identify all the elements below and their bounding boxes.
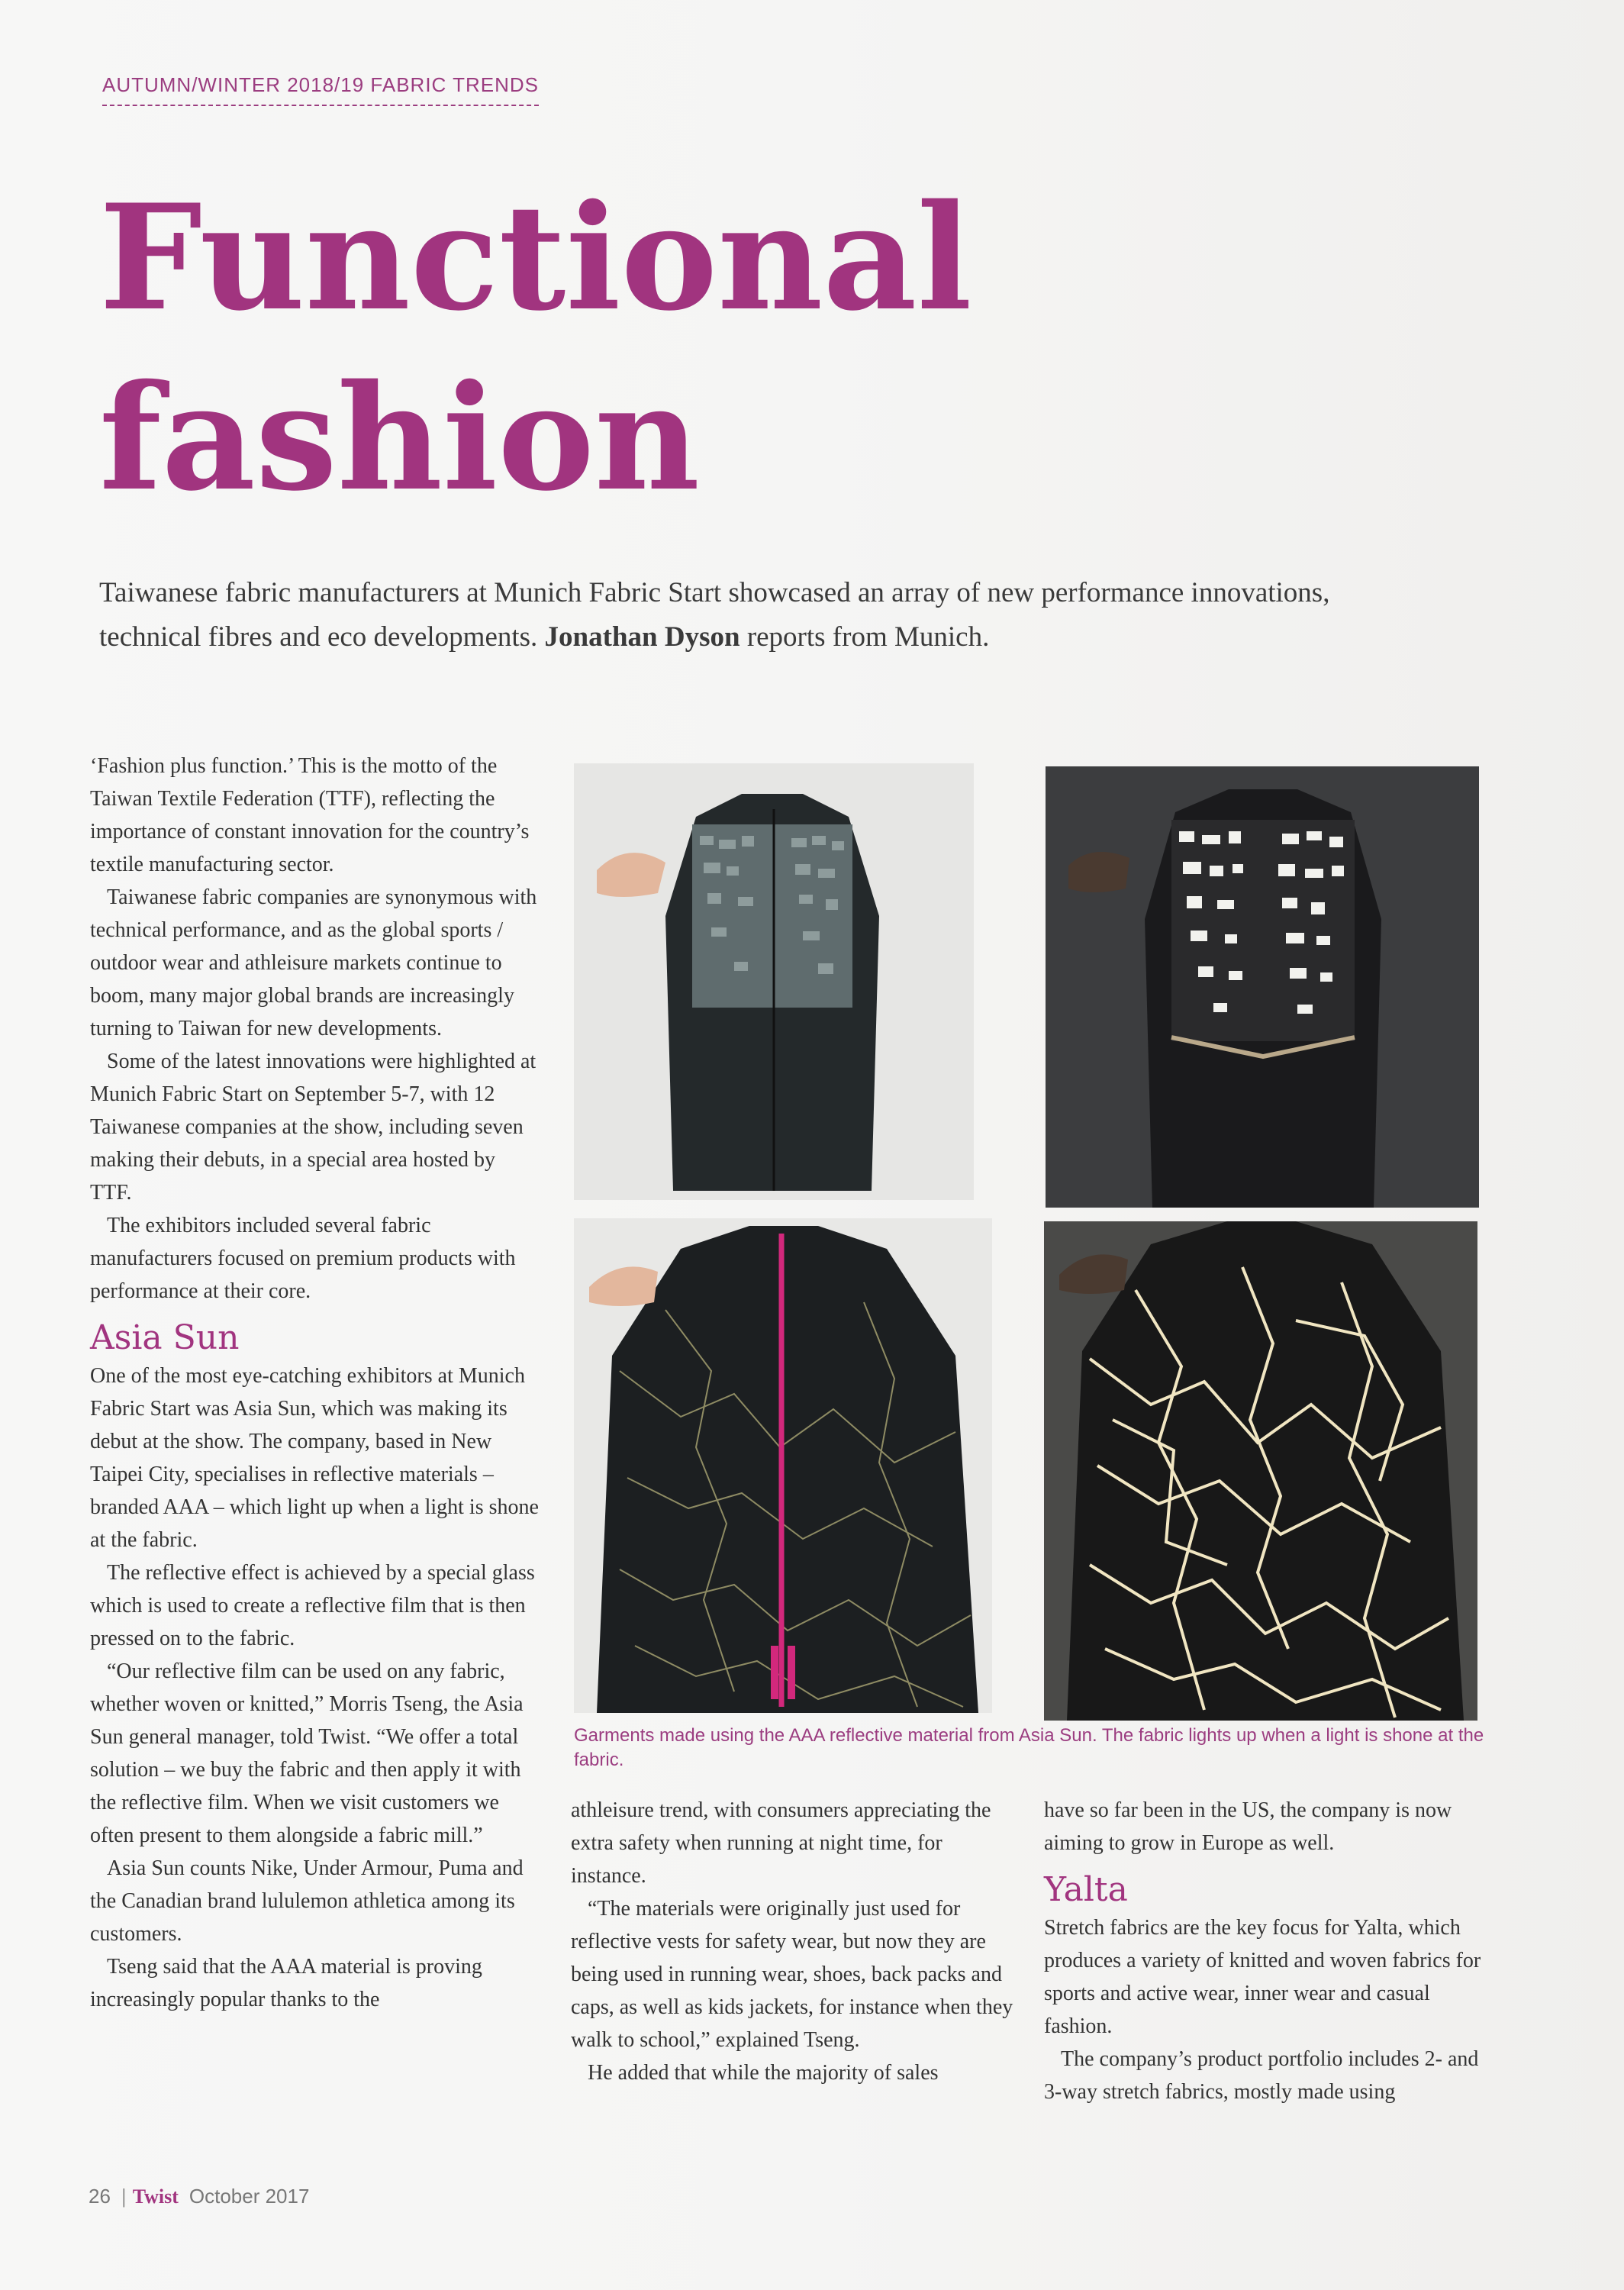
standfirst-tail: reports from Munich. — [746, 621, 990, 653]
column-2 — [571, 1794, 1013, 2089]
paragraph: Stretch fabrics are the key focus for Yalta, which produces a variety of knitted and woven fabrics for sports and active wear, inner wear and casual fashion. — [1044, 1916, 1481, 2038]
photo-vest-reflective — [1046, 766, 1479, 1208]
paragraph: The company’s product portfolio includes 2- and 3-way stretch fabrics, mostly made using — [1044, 2047, 1479, 2104]
paragraph: The exhibitors included several fabric manufacturers focused on premium products with performance at their core. — [90, 1214, 516, 1303]
photo-jacket-reflective — [1044, 1221, 1477, 1721]
paragraph: athleisure trend, with consumers appreciating the extra safety when running at night time, for instance. — [571, 1798, 991, 1888]
paragraph: “The materials were originally just used for reflective vests for safety wear, but now they are being used in running wear, shoes, back packs and caps, as well as kids jackets, for instance when they walk to school,” explained Tseng. — [571, 1897, 1013, 2052]
paragraph: One of the most eye-catching exhibitors at Munich Fabric Start was Asia Sun, which was making its debut at the show. The company, based in New Taipei City, specialises in reflective materials – branded AAA – which light up when a light is shone at the fabric. — [90, 1364, 539, 1552]
issue-date: October 2017 — [188, 2185, 310, 2208]
paragraph: ‘Fashion plus function.’ This is the motto of the Taiwan Textile Federation (TTF), reflecting the importance of constant innovation for the country’s textile manufacturing sector. — [90, 754, 530, 876]
subheading-asia-sun: Asia Sun — [90, 1318, 240, 1357]
page-number: 26 — [89, 2185, 111, 2208]
column-3 — [1044, 1794, 1487, 2108]
section-kicker: AUTUMN/WINTER 2018/19 FABRIC TRENDS — [102, 73, 539, 106]
paragraph: “Our reflective film can be used on any fabric, whether woven or knitted,” Morris Tseng, the Asia Sun general manager, told Twist. “We offer a total solution – we buy the fabric and then apply it with the reflective film. When we visit customers we often present to them alongside a fabric mill.” — [90, 1659, 524, 1847]
column-1 — [90, 750, 542, 2016]
footer-separator: | — [121, 2185, 127, 2208]
photo-caption: Garments made using the AAA reflective material from Asia Sun. The fabric lights up when a light is shone at the fabric. — [574, 1725, 1484, 1770]
page-footer — [89, 2185, 309, 2208]
standfirst-text: Taiwanese fabric manufacturers at Munich Fabric Start showcased an array of new performance innovations, technical fibres and eco developments. — [99, 577, 1330, 653]
photo-vest-daylight — [574, 763, 974, 1200]
paragraph: have so far been in the US, the company is now aiming to grow in Europe as well. — [1044, 1798, 1452, 1855]
paragraph: Tseng said that the AAA material is proving increasingly popular thanks to the — [90, 1955, 482, 2011]
photo-jacket-daylight — [574, 1218, 992, 1713]
paragraph: Taiwanese fabric companies are synonymous with technical performance, and as the global sports / outdoor wear and athleisure markets continue to boom, many major global brands are increasingly turning to Taiwan for new developments. — [90, 885, 537, 1040]
paragraph: He added that while the majority of sales — [588, 2061, 939, 2085]
headline — [99, 168, 972, 528]
paragraph: The reflective effect is achieved by a special glass which is used to create a reflective film that is then pressed on to the fabric. — [90, 1561, 535, 1650]
headline-line-2: fashion — [99, 353, 700, 523]
magazine-name: Twist — [132, 2185, 179, 2208]
author-name: Jonathan Dyson — [544, 621, 740, 653]
standfirst — [99, 571, 1427, 660]
paragraph: Some of the latest innovations were highlighted at Munich Fabric Start on September 5-7, with 12 Taiwanese companies at the show, including seven making their debuts, in a special area hosted by TTF. — [90, 1050, 536, 1205]
paragraph: Asia Sun counts Nike, Under Armour, Puma and the Canadian brand lululemon athletica among its customers. — [90, 1856, 524, 1946]
headline-line-1: Functional — [99, 173, 972, 343]
subheading-yalta: Yalta — [1044, 1870, 1128, 1909]
